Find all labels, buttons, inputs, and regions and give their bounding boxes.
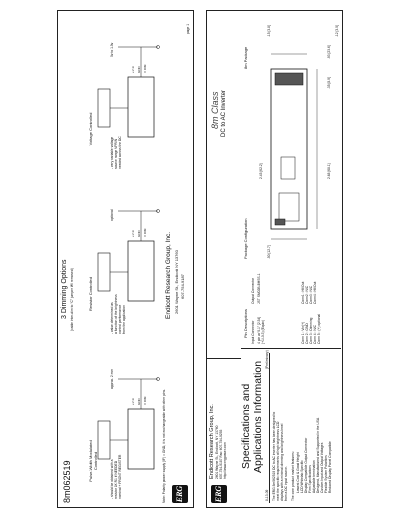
spec-title-1: Specifications and xyxy=(240,383,252,469)
right-company-phone: 607-754-9187 Fax: 607-754-9255 xyxy=(219,429,223,479)
feature-item: Display Compatible Output Connector xyxy=(304,437,308,493)
date-label: 8-13-09 xyxy=(265,489,269,501)
page-label: page 1 xyxy=(186,23,190,34)
connector-label: +V in xyxy=(131,230,135,237)
connector-label: V DIM xyxy=(143,396,147,405)
connector-label: GND xyxy=(137,398,141,405)
header-divider xyxy=(207,358,241,359)
left-company-name: Endicott Research Group, Inc. xyxy=(165,231,172,319)
config-label: Package Configuration xyxy=(243,218,248,259)
inverter-block xyxy=(128,241,154,301)
connector-label: +V in xyxy=(131,398,135,405)
inverter-block xyxy=(128,77,154,137)
connector-label: V DIM xyxy=(143,228,147,237)
option-note-pwm: - should be obtained with a resistor 1K R1 if NEEDED nominal + FRONT REGISTER xyxy=(110,454,122,499)
feature-item: Flexible System Polarities xyxy=(324,455,328,493)
input-connector xyxy=(275,73,303,85)
connector-block xyxy=(98,421,110,459)
connector-block xyxy=(98,253,110,291)
option-note-resistor: - value determined as a function of the brightness control performance from the application xyxy=(110,294,126,334)
dimming-title: 3 Dimming Options xyxy=(61,259,68,319)
board-outline xyxy=(271,69,307,229)
feature-item: Reduced Display Panel Compatible xyxy=(328,441,332,493)
connector-block xyxy=(98,89,110,127)
pin-note-resistor: optional xyxy=(110,209,114,221)
left-logo: ERG xyxy=(172,485,188,503)
option-label-pwm: Pulse-Width Modulated Controlled xyxy=(88,440,98,482)
feature-item: Firm Specifications xyxy=(308,465,312,493)
prelim-label: (Preliminary) xyxy=(265,350,269,369)
features-title: The core product market features: xyxy=(291,451,295,501)
features-list xyxy=(296,343,332,493)
option-label-voltage: Voltage Controlled xyxy=(88,112,93,146)
left-company-phone: 607-754-9187 xyxy=(180,274,185,299)
transformer xyxy=(279,193,299,221)
pin-title: Pin Descriptions xyxy=(243,309,248,338)
output-connector xyxy=(275,219,285,225)
right-company-block xyxy=(209,369,227,479)
option-note-voltage: - very variable voltage source range VPR/N needed across the DC xyxy=(110,136,122,169)
connector-label: GND xyxy=(137,230,141,237)
pin-col-output: Output Connector xyxy=(251,277,255,304)
pin-col-input: Input Connector xyxy=(251,320,255,344)
left-company-address: 2601 Wayne St., Endicott NY 13760 xyxy=(174,250,179,314)
right-company-name: Endicott Research Group, Inc. xyxy=(209,404,215,479)
left-panel xyxy=(57,10,194,508)
dim-height: .93 [23.6] xyxy=(327,45,331,59)
feature-item: Designed, Manufactured and Supported in the USA xyxy=(316,417,320,493)
right-logo: ERG xyxy=(211,485,227,503)
dim-thick: .12 [3.0] xyxy=(335,25,339,37)
intro-paragraph: The ERG 8m062519 DC to AC inverter has been designed to meet the specific requirements of high brightness LCD displays with a minimal dimming and brightness level from a DC input source. xyxy=(272,411,288,501)
right-company-address: 2601 Wayne St., Endicott, NY 13760 xyxy=(215,425,219,479)
conn-spec-out: JST SM02B-BHSS-1 xyxy=(257,273,261,304)
package-drawing xyxy=(241,10,341,269)
class-title: 8m Class xyxy=(210,91,220,129)
package-title: 8m Package xyxy=(243,46,248,69)
connector-label: V DIM xyxy=(143,64,147,73)
dim-offset: .35 [8.9] xyxy=(327,77,331,89)
dim-length: 2.68 [68.1] xyxy=(327,163,331,179)
dim-pin: .15 [3.8] xyxy=(267,25,271,37)
feature-item: Custom Input and Output Voltages xyxy=(320,442,324,493)
feature-item: Adjustable termination xyxy=(312,460,316,493)
right-company-web: http://www.ergpower.com xyxy=(223,442,227,479)
spec-title-2: Applications Information xyxy=(252,360,264,473)
pin-note-pwm: approx. 2 mm xyxy=(110,368,114,389)
dimming-subtitle: (cable inter-dim to "C" jumper W/ removed) xyxy=(70,268,74,331)
connector-label: GND xyxy=(137,66,141,73)
pin-descriptions-box xyxy=(241,268,341,349)
pin-note-voltage: 0v to 1.5v xyxy=(110,42,114,57)
right-panel xyxy=(206,10,343,508)
option-label-resistor: Resistor Controlled xyxy=(88,277,93,312)
connector-label: +V in xyxy=(131,66,135,73)
output-pin-list: Conn1 : HVOut Conn2 : N/C Conn3 : N/C Conn4 : HVOut xyxy=(301,281,317,304)
feature-item: LCD Whitelab Specific xyxy=(300,460,304,493)
class-subtitle: DC to AC Inverter xyxy=(221,89,227,137)
dim-inner: 2.45 [62.2] xyxy=(259,163,263,179)
rule-under-title xyxy=(269,353,270,503)
capacitor xyxy=(281,157,295,179)
dim-width: .50 [12.7] xyxy=(267,245,271,259)
feature-item: Lowest Cost & Good Height xyxy=(296,452,300,493)
inverter-block xyxy=(128,409,154,469)
left-footnote: Note: Polarity power supply (IF) = GND, it is not exchangeable with other pins. xyxy=(162,388,166,503)
input-pin-list: Conn 1 : Vin(+) Conn 2 : GND Conn 3 : Dimming Conn 4 : N/C Conn 5 : (+) optional xyxy=(301,314,321,344)
left-part-number: 8m062519 xyxy=(62,460,72,503)
conn-spec-in: 4 pin w/ 0.1" [2.54] (+1/-0.3) (Equiv) xyxy=(257,316,265,344)
